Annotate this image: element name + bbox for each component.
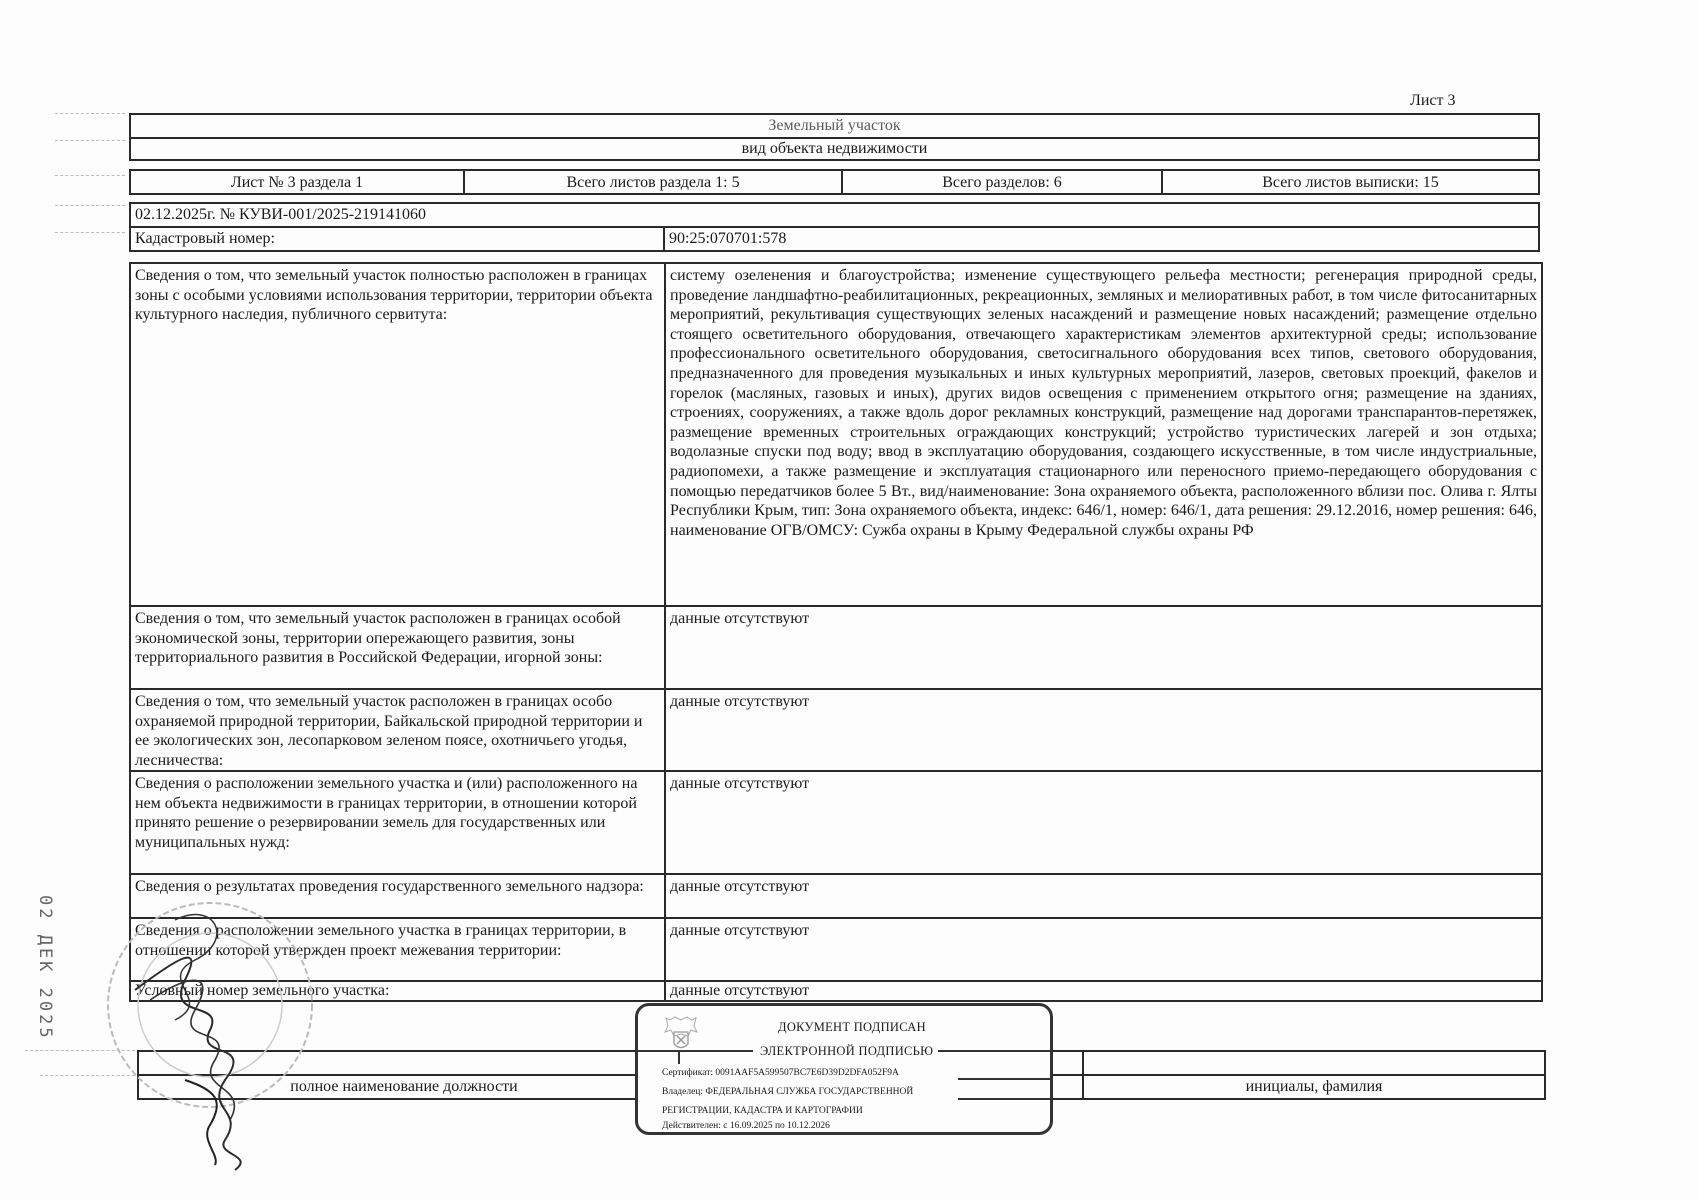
scan-artifact [55,175,125,176]
row-value: систему озеленения и благоустройства; изменение существующего рельефа местности; регенерация природной среды, проведение ландшафтно-реабилитационных, рекреационных, земляных и мелиоративных работ, в том числе фитосанитарных мероприятий, рекультивация существующих зеленых насаждений и размещение новых насаждений; размещение отдельно стоящего осветительного оборудования, отвечающего характеристикам элементов архитектурной среды; использование профессионального осветительного оборудования, светосигнального оборудования всех типов, светового оборудования, предназначенного для проведения музыкальных и иных культурных мероприятий, лазеров, световых проекций, факелов и горелок (масляных, газовых и иных), других видов освещения с применением открытого огня; размещение на зданиях, строениях, сооружениях, а также вдоль дорог рекламных конструкций, размещение над дорогами транспарантов-перетяжек, размещение временных строительных ограждающих конструкций; устройство туристических лагерей и зон отдыха; водолазные спуски под воду; ввод в эксплуатацию оборудования, создающего искусственные, в том числе индустриальные, радиопомехи, а также размещение и эксплуатация стационарного или переносного приемо-передающего оборудования с помощью передатчиков более 5 Вт., вид/наименование: Зона охраняемого объекта, расположенного вблизи пос. Олива г. Ялты Республики Крым, тип: Зона охраняемого объекта, индекс: 646/1, номер: 646/1, дата решения: 29.12.2016, номер решения: 646, наименование ОГВ/ОМСУ: Сужба охраны в Крыму Федеральной службы охраны РФ [670,267,1537,539]
stamp-divider [638,1050,753,1052]
stamp-divider [958,1078,1053,1080]
details-table [129,262,1543,1002]
received-date-stamp: 02 ДЕК 2025 [35,895,55,1041]
extract-date-number: 02.12.2025г. № КУВИ-001/2025-219141060 [135,206,427,223]
row-value: данные отсутствуют [670,693,810,710]
name-blank [1084,1052,1544,1074]
row-label: Сведения о том, что земельный участок расположен в границах особой экономической зоны, территории опережающего развития, зоны территориального развития в Российской Федерации, игорной зоны: [131,607,666,688]
certificate-owner-line1: Владелец: ФЕДЕРАЛЬНАЯ СЛУЖБА ГОСУДАРСТВЕННОЙ [662,1087,914,1097]
row-label: Сведения о расположении земельного участка и (или) расположенного на нем объекта недвижимости в границах территории, в отношении которой принято решение о резервировании земель для государственных или муниципальных нужд: [131,772,666,873]
object-type-caption-row [131,139,1538,159]
stamp-title-line2: ЭЛЕКТРОННОЙ ПОДПИСЬЮ [760,1044,934,1058]
cadastral-row [131,228,1538,250]
scan-artifact [55,140,125,141]
object-type-value: Земельный участок [768,117,901,134]
table-row [131,919,1541,982]
table-row [131,264,1541,607]
table-row [131,690,1541,772]
table-row [131,772,1541,875]
section-sheets-total: Всего листов раздела 1: 5 [465,171,843,193]
scan-artifact [55,205,125,206]
coat-of-arms-icon [662,1014,700,1054]
position-caption: полное наименование должности [290,1078,518,1095]
row-label: Условный номер земельного участка: [131,982,666,1002]
extract-number-row [131,204,1538,228]
name-caption: инициалы, фамилия [1245,1078,1383,1095]
stamp-divider [958,1098,1053,1100]
row-label: Сведения о расположении земельного участка в границах территории, в отношении которой утвержден проект межевания территории: [131,919,666,980]
row-label: Сведения о том, что земельный участок расположен в границах особо охраняемой природной территории, Байкальской природной территории и ее экологических зон, лесопарковом зеленом поясе, охотничьего угодья, лесничества: [131,690,666,770]
row-label: Сведения о результатах проведения государственного земельного надзора: [131,875,666,917]
row-value: данные отсутствуют [670,610,810,627]
sheet-of-section: Лист № 3 раздела 1 [131,171,465,193]
row-value: данные отсутствуют [670,922,810,939]
table-row [131,982,1541,1002]
row-value: данные отсутствуют [670,982,810,999]
stamp-divider [938,1050,1053,1052]
certificate-validity: Действителен: с 16.09.2025 по 10.12.2026 [662,1121,830,1131]
row-label: Сведения о том, что земельный участок полностью расположен в границах зоны с особыми условиями использования территории, территории объекта культурного наследия, публичного сервитута: [131,264,666,605]
stamp-title-line1: ДОКУМЕНТ ПОДПИСАН [778,1020,926,1034]
sheet-number-label: Лист 3 [1410,92,1456,109]
cadastral-number: 90:25:070701:578 [669,230,787,247]
row-value: данные отсутствуют [670,775,810,792]
extract-info [129,202,1540,252]
extract-sheets-total: Всего листов выписки: 15 [1262,174,1439,191]
table-row [131,875,1541,919]
scan-artifact [55,232,125,233]
handwritten-signature [115,880,295,1180]
sheet-summary-row [129,169,1540,195]
certificate-number: Сертификат: 0091AAF5A599507BC7E6D39D2DFA052F9A [662,1068,899,1078]
object-type-row [131,115,1538,139]
scan-artifact [55,113,125,114]
stamp-tick [678,1050,680,1064]
e-signature-stamp [635,1003,1053,1135]
sections-total: Всего разделов: 6 [843,171,1163,193]
row-value: данные отсутствуют [670,878,810,895]
cadastral-label: Кадастровый номер: [131,228,665,250]
object-type-caption: вид объекта недвижимости [741,140,928,157]
certificate-owner-line2: РЕГИСТРАЦИИ, КАДАСТРА И КАРТОГРАФИИ [662,1106,863,1116]
table-row [131,607,1541,690]
object-type-header [129,113,1540,161]
